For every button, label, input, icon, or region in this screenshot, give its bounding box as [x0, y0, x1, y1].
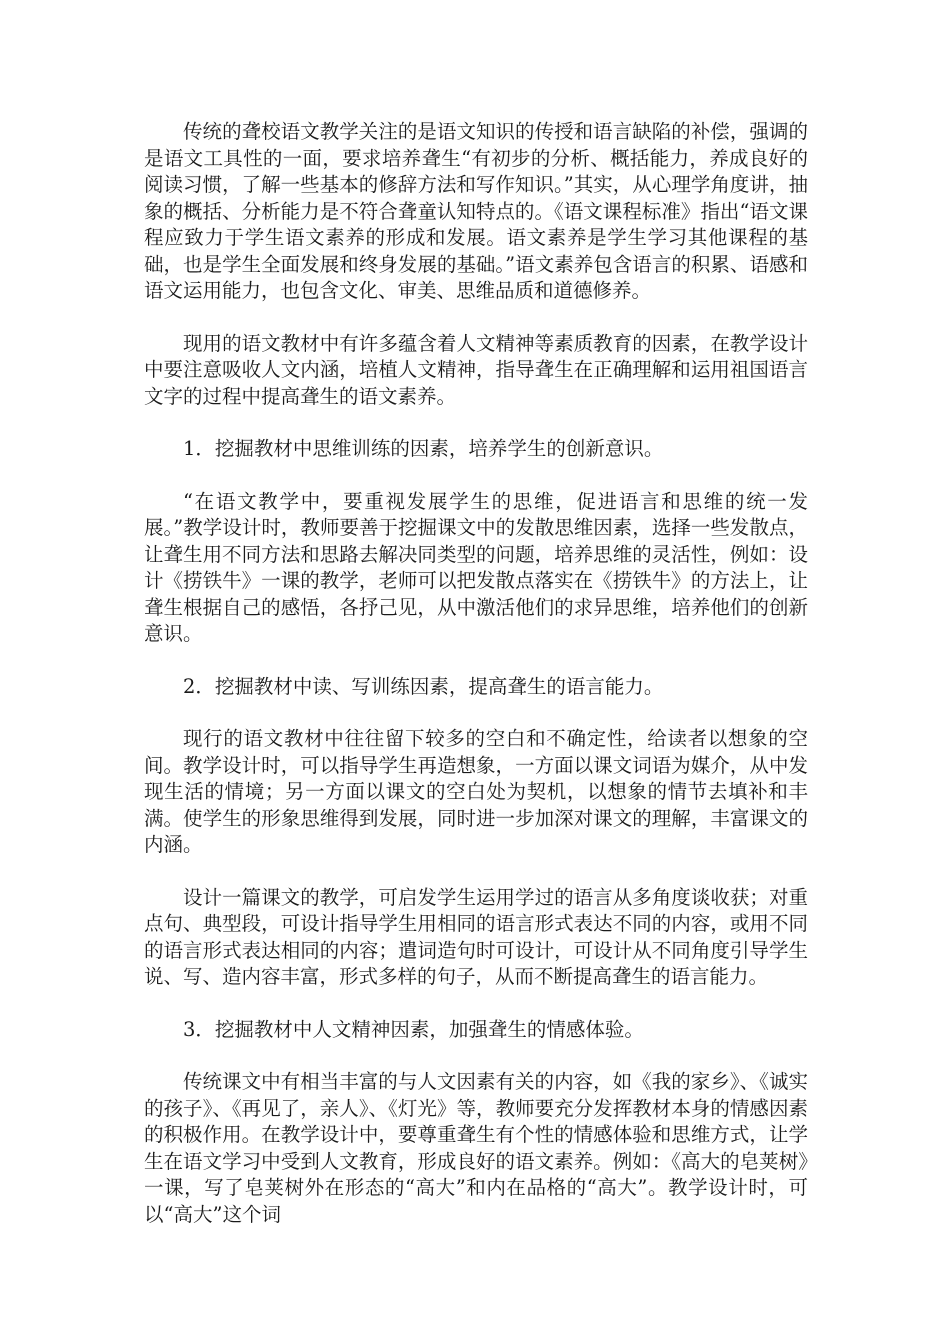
paragraph-imagination: 现行的语文教材中往往留下较多的空白和不确定性，给读者以想象的空间。教学设计时，可以指导学生再造想象，一方面以课文词语为媒介，从中发现生活的情境；另一方面以课文的空白处为契机，以想象的情节去填补和丰满。使学生的形象思维得到发展，同时进一步加深对课文的理解，丰富课文的内涵。 — [144, 727, 808, 856]
paragraph-divergent-thinking: “在语文教学中，要重视发展学生的思维，促进语言和思维的统一发展。”教学设计时，教师要善于挖掘课文中的发散思维因素，选择一些发散点，让聋生用不同方法和思路去解决同类型的问题，培养思维的灵活性，例如：设计《捞铁牛》一课的教学，老师可以把发散点落实在《捞铁牛》的方法上，让聋生根据自己的感悟，各抒己见，从中激活他们的求异思维，培养他们的创新意识。 — [144, 489, 808, 645]
heading-emotional-experience: 3．挖掘教材中人文精神因素，加强聋生的情感体验。 — [183, 1017, 644, 1041]
document-body — [144, 119, 808, 1254]
paragraph-language-literacy: 传统的聋校语文教学关注的是语文知识的传授和语言缺陷的补偿，强调的是语文工具性的一面，要求培养聋生“有初步的分析、概括能力，养成良好的阅读习惯，了解一些基本的修辞方法和写作知识。”其实，从心理学角度讲，抽象的概括、分析能力是不符合聋童认知特点的。《语文课程标准》指出“语文课程应致力于学生语文素养的形成和发展。语文素养是学生学习其他课程的基础，也是学生全面发展和终身发展的基础。”语文素养包含语言的积累、语感和语文运用能力，也包含文化、审美、思维品质和道德修养。 — [144, 120, 808, 302]
paragraph-language-ability: 设计一篇课文的教学，可启发学生运用学过的语言从多角度谈收获；对重点句、典型段，可设计指导学生用相同的语言形式表达不同的内容，或用不同的语言形式表达相同的内容；遣词造句时可设计，可设计从不同角度引导学生说、写、造内容丰富，形式多样的句子，从而不断提高聋生的语言能力。 — [144, 885, 808, 988]
heading-thinking-training: 1．挖掘教材中思维训练的因素，培养学生的创新意识。 — [183, 437, 664, 460]
heading-reading-writing: 2．挖掘教材中读、写训练因素，提高聋生的语言能力。 — [183, 674, 664, 698]
paragraph-humanistic-spirit: 现用的语文教材中有许多蕴含着人文精神等素质教育的因素，在教学设计中要注意吸收人文内涵，培植人文精神，指导聋生在正确理解和运用祖国语言文字的过程中提高聋生的语文素养。 — [144, 331, 808, 408]
paragraph-humanistic-content: 传统课文中有相当丰富的与人文因素有关的内容，如《我的家乡》、《诚实的孩子》、《再见了，亲人》、《灯光》等，教师要充分发挥教材本身的情感因素的积极作用。在教学设计中，要尊重聋生有个性的情感体验和思维方式，让学生在语文学习中受到人文教育，形成良好的语文素养。例如：《高大的皂荚树》一课，写了皂荚树外在形态的“高大”和内在品格的“高大”。教学设计时，可以“高大”这个词 — [144, 1070, 808, 1226]
